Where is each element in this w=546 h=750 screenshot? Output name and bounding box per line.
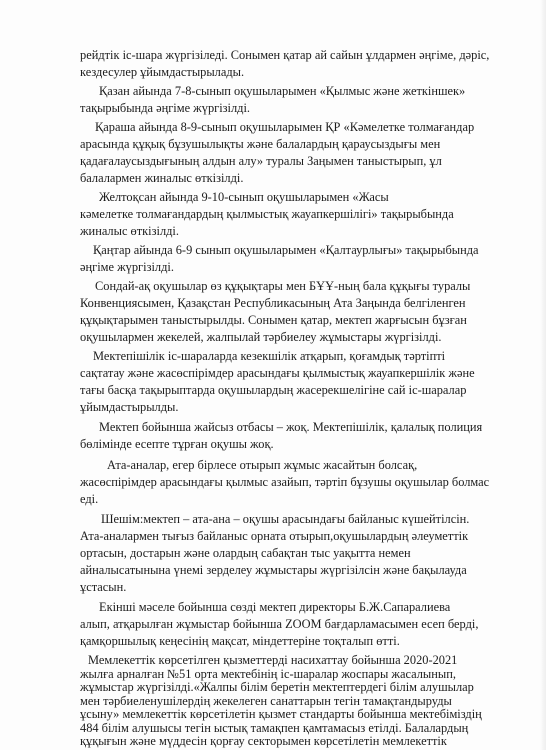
text-line: тағы басқа тақырыптарда оқушылардың жасерекшелігіне сай іс-шаралар [80,383,467,397]
text-line: Екінші мәселе бойынша сөзді мектеп директоры Б.Ж.Сапаралиева [99,600,451,614]
text-line: Мектеп бойынша жайсыз отбасы – жоқ. Мектепішілік, қалалық полиция [99,420,483,434]
text-line: Сондай-ақ оқушылар өз құқықтары мен БҰҰ-ның бала құқығы туралы [95,279,471,293]
text-line: Қараша айында 8-9-сынып оқушыларымен ҚР «Кәмелетке толмағандар [95,120,475,134]
text-line: Мектепішілік іс-шараларда кезекшілік атқарып, қоғамдық тәртіпті [93,349,446,363]
text-line: Қаңтар айында 6-9 сынып оқушыларымен «Қалтаурлығы» тақырыбында [93,243,479,257]
text-line: сақтатау және жасөспірімдер арасындағы қылмыстық жауапкершілік және [80,366,475,380]
text-line: жасөспірімдер арасындағы қылмыс азайып, тәртіп бұзушы оқушылар болмас [80,475,490,489]
text-line: бөлімінде есепте тұрған оқушы жоқ. [80,437,274,451]
text-line: жылға арналған №51 орта мектебінің іс-шаралар жоспары жасалынып, [80,667,456,681]
text-line: кездесулер ұйымдастырылады. [80,65,245,79]
text-line: алып, атқарылған жұмыстар бойынша ZOOM бағдарламасымен есеп берді, [80,617,479,631]
page-edge-shadow [540,0,546,750]
text-line: балалармен жиналыс өткізілді. [80,171,244,185]
text-line: құқықтарымен таныстырылды. Сонымен қатар, мектеп жарғысын бұзған [80,313,467,327]
text-line: 484 білім алушысы тегін ыстық тамақпен қамтамасыз етілді. Балалардың [80,721,469,735]
text-line: оқушылармен жекелей, жалпылай тәрбиелеу жұмыстары жүргізілді. [80,330,442,344]
text-line: қадағалаусыздығының алдын алу» туралы Заңымен таныстырып, ұл [80,154,442,168]
text-line: құқығын және мүддесін қорғау секторымен көрсетілетін мемлекеттік [80,734,447,748]
text-line: ұстасын. [80,580,127,594]
text-line: Конвенциясымен, Қазақстан Республикасының Ата Заңында белгіленген [80,296,466,310]
text-line: ұсыну» мемлекеттік көрсетілетін қызмет стандарты бойынша мектебіміздің [80,707,482,721]
text-line: ұйымдастырылды. [80,400,179,414]
text-line: Қазан айында 7-8-сынып оқушыларымен «Қылмыс және жеткіншек» [99,84,466,98]
text-line: Мемлекеттік көрсетілген қызметтерді насихаттау бойынша 2020-2021 [88,653,458,667]
text-line: айналысатынына үнемі зерделеу жұмыстары жүргізілсін және бақылауда [80,563,467,577]
text-line: Желтоқсан айында 9-10-сынып оқушыларымен «Жасы [99,190,389,204]
text-line: мен тәрбиеленушілердің жекелеген санаттарын тегін тамақтандыруды [80,694,452,708]
text-line: арасында құқық бұзушылықты және балалардың қараусыздығы мен [80,137,441,151]
text-line: әңгіме жүргізілді. [80,260,174,274]
text-line: рейдтік іс-шара жүргізіледі. Сонымен қатар ай сайын ұлдармен әңгіме, дәріс, [80,48,490,62]
text-line: қамқоршылық кеңесінің мақсат, міндеттеріне тоқталып өтті. [80,634,400,648]
text-line: Ата-аналармен тығыз байланыс орната отырып,оқушылардың әлеуметтік [80,529,469,543]
text-line: жиналыс өткізілді. [80,224,179,238]
text-line: тақырыбында әңгіме жүргізілді. [80,101,251,115]
text-line: жұмыстар жүргізілді.«Жалпы білім беретін мектептердегі білім алушылар [80,680,474,694]
text-line: Ата-аналар, егер бірлесе отырып жұмыс жасайтын болсақ, [107,458,418,472]
text-line: Шешім:мектеп – ата-ана – оқушы арасындағы байланыс күшейтілсін. [101,512,470,526]
text-line: еді. [80,492,99,506]
text-line: кәмелетке толмағандардың қылмыстық жауапкершілігі» тақырыбында [80,207,454,221]
text-line: ортасын, достарын және олардың сабақтан тыс уақытта немен [80,546,411,560]
